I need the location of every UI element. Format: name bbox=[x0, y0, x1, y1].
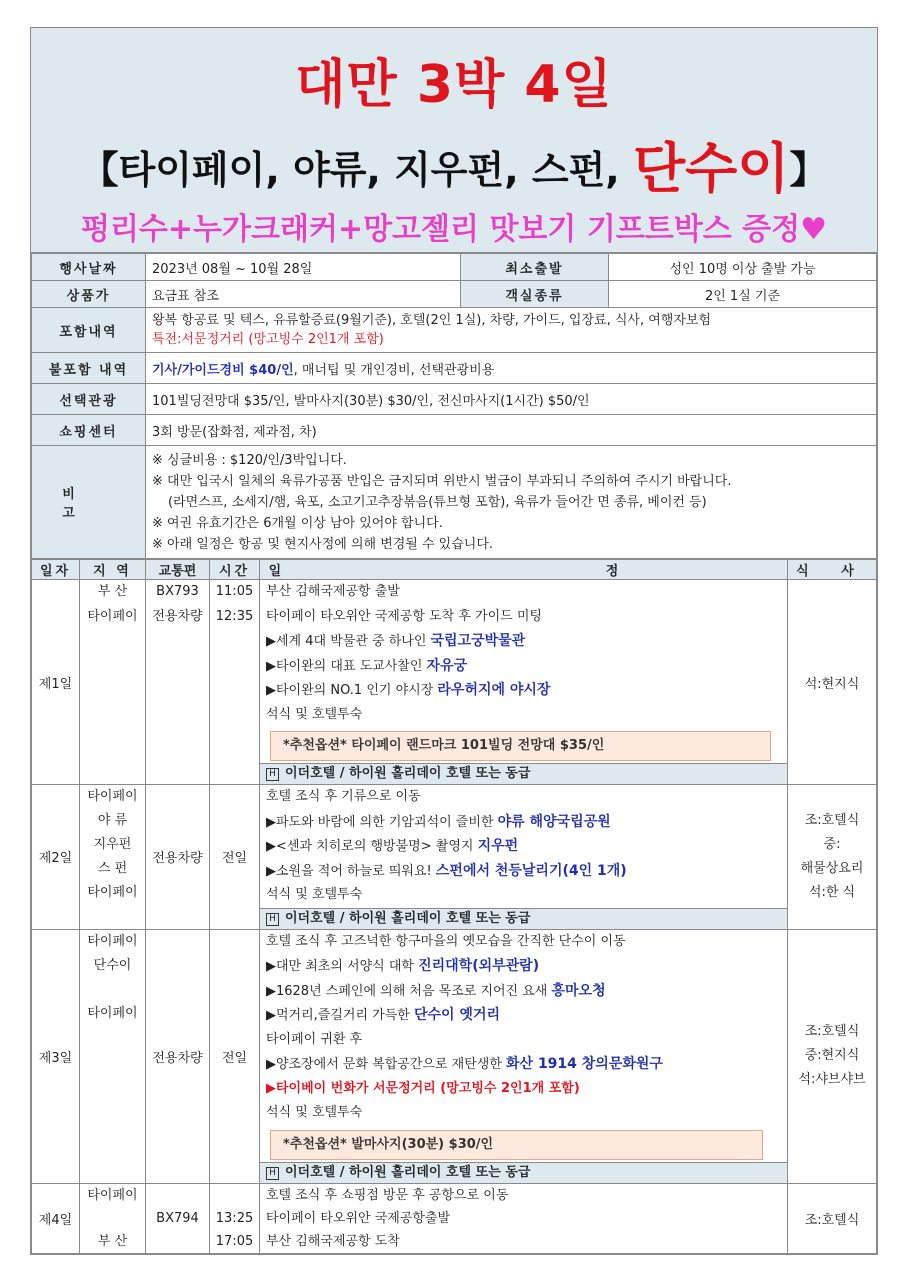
attraction: 화산 1914 창의문화원구 bbox=[506, 1056, 663, 1072]
itinerary-line: 호텔 조식 후 쇼핑점 방문 후 공항으로 이동 bbox=[266, 1187, 509, 1203]
remark-item: ※ 싱글비용 : $120/인/3박입니다. bbox=[152, 452, 347, 468]
room-type-label: 객실종류 bbox=[461, 281, 609, 308]
hotel-name: 이더호텔 / 하이원 홀리데이 호텔 또는 동급 bbox=[285, 910, 531, 926]
itinerary-line bbox=[266, 954, 781, 979]
itinerary-text: ▶파도와 바람에 의한 기암괴석이 즐비한 bbox=[266, 814, 498, 830]
recommended-option: *추천옵션* 발마사지(30분) $30/인 bbox=[270, 1130, 763, 1160]
itinerary-text: ▶타이완의 NO.1 인기 야시장 bbox=[266, 683, 438, 698]
time: 전일 bbox=[221, 1050, 248, 1066]
transport: BX793 bbox=[156, 584, 199, 599]
itinerary-page bbox=[30, 27, 878, 1255]
region-cell bbox=[80, 785, 146, 930]
itinerary-line bbox=[266, 1077, 781, 1102]
region bbox=[82, 978, 143, 1002]
region-cell bbox=[80, 929, 146, 1183]
attraction: 야류 해양국립공원 bbox=[497, 813, 611, 830]
day-row bbox=[32, 1183, 877, 1253]
itinerary-line bbox=[266, 1052, 781, 1077]
special-benefit: ▶타이베이 번화가 서문정거리 (망고빙수 2인1개 포함) bbox=[266, 1080, 580, 1096]
itinerary-text: ▶소원을 적어 하늘로 띄워요! bbox=[266, 863, 436, 879]
remark-item: ※ 대만 입국시 일체의 육류가공품 반입은 금지되며 위반시 벌금이 부과되니 주의하여 주시기 바랍니다. bbox=[152, 473, 732, 489]
recommended-option: *추천옵션* 타이페이 랜드마크 101빌딩 전망대 $35/인 bbox=[270, 731, 771, 761]
itinerary-line bbox=[266, 979, 781, 1004]
time-cell bbox=[210, 580, 260, 785]
meal: 조:호텔식 bbox=[804, 1024, 860, 1039]
attraction: 단수이 옛거리 bbox=[413, 1007, 501, 1023]
day-label: 제2일 bbox=[32, 785, 80, 930]
itinerary-text: 부산 김해국제공항 출발 bbox=[266, 584, 400, 599]
itinerary-line bbox=[266, 834, 781, 859]
itinerary-cell bbox=[260, 1183, 788, 1253]
attraction: 라우허지에 야시장 bbox=[437, 682, 551, 698]
destination-prefix: 【타이페이, 야류, 지우펀, 스펀, bbox=[80, 148, 633, 192]
schedule-table bbox=[31, 559, 877, 1254]
itinerary-line: 타이페이 타오위안 국제공항출발 bbox=[266, 1210, 451, 1226]
itinerary-text: 석식 및 호텔투숙 bbox=[266, 1105, 363, 1120]
remark-item: ※ 여권 유효기간은 6개월 이상 남아 있어야 합니다. bbox=[152, 515, 443, 531]
region: 타이페이 bbox=[87, 885, 138, 900]
itinerary-cell bbox=[260, 580, 788, 785]
optional-tour-label: 선택관광 bbox=[32, 384, 146, 415]
itinerary-text: ▶대만 최초의 서양식 대학 bbox=[266, 959, 419, 974]
meal: 석:샤브샤브 bbox=[798, 1072, 866, 1087]
itinerary-line bbox=[266, 654, 781, 679]
region: 타이페이 bbox=[87, 1005, 138, 1021]
time-cell bbox=[210, 785, 260, 930]
include-label: 포함내역 bbox=[32, 308, 146, 353]
region: 지우펀 bbox=[93, 837, 132, 852]
remarks-label: 비 고 bbox=[32, 446, 146, 559]
include-line: 왕복 항공료 및 텍스, 유류할증료(9월기준), 호텔(2인 1실), 차량, 가이드, 입장료, 식사, 여행자보험 bbox=[152, 313, 712, 328]
itinerary-line bbox=[266, 629, 781, 654]
date-label: 행사날짜 bbox=[32, 254, 146, 281]
itinerary-cell bbox=[260, 785, 788, 930]
transport-cell bbox=[146, 580, 210, 785]
exclude-value bbox=[146, 353, 877, 384]
shopping-label: 쇼핑센터 bbox=[32, 415, 146, 446]
hotel-name: 이더호텔 / 하이원 홀리데이 호텔 또는 동급 bbox=[285, 1164, 531, 1180]
itinerary-line bbox=[266, 703, 781, 728]
include-benefit: 특전:서문정거리 (망고빙수 2인1개 포함) bbox=[152, 332, 384, 347]
meal: 해물상요리 bbox=[800, 860, 864, 876]
meal: 석:현지식 bbox=[804, 676, 860, 692]
itinerary-line bbox=[266, 930, 781, 955]
meal-cell bbox=[788, 785, 877, 930]
meal: 석:한 식 bbox=[808, 884, 856, 900]
transport: 전용차량 bbox=[152, 608, 203, 624]
itinerary-text: 호텔 조식 후 기류으로 이동 bbox=[266, 789, 421, 804]
min-departure-value: 성인 10명 이상 출발 가능 bbox=[609, 254, 877, 281]
remark-item: (라면스프, 소세지/햄, 육포, 소고기고추장볶음(튜브형 포함), 육류가 들어간 면 종류, 베이컨 등) bbox=[168, 494, 707, 510]
date-value: 2023년 08월 ~ 10월 28일 bbox=[146, 254, 461, 281]
time: 12:35 bbox=[215, 608, 254, 624]
itinerary-line bbox=[266, 810, 781, 835]
itinerary-line bbox=[266, 785, 781, 810]
room-type-value: 2인 1실 기준 bbox=[609, 281, 877, 308]
itinerary-text: 석식 및 호텔투숙 bbox=[266, 706, 363, 722]
optional-tour-value: 101빌딩전망대 $35/인, 발마사지(30분) $30/인, 전신마사지(1시간) $50/인 bbox=[146, 384, 877, 415]
itinerary-text: 호텔 조식 후 고즈넉한 항구마을의 옛모습을 간직한 단수이 이동 bbox=[266, 933, 626, 949]
remark-item: ※ 아래 일정은 항공 및 현지사정에 의해 변경될 수 있습니다. bbox=[152, 536, 494, 552]
meal: 조:호텔식 bbox=[804, 812, 860, 828]
transport: 전용차량 bbox=[152, 851, 203, 867]
attraction: 진리대학(외부관람) bbox=[418, 958, 540, 974]
region: 타이페이 bbox=[87, 608, 138, 624]
hotel-line bbox=[260, 1162, 787, 1183]
itinerary-line bbox=[266, 859, 781, 884]
col-region: 지 역 bbox=[80, 560, 146, 580]
price-value: 요금표 참조 bbox=[146, 281, 461, 308]
hotel-icon: H bbox=[266, 1167, 279, 1180]
meal-cell bbox=[788, 1183, 877, 1253]
transport-cell bbox=[146, 929, 210, 1183]
hotel-line bbox=[260, 763, 787, 784]
gift-line: 펑리수+누가크래커+망고젤리 맛보기 기프트박스 증정♥ bbox=[80, 212, 828, 247]
itinerary-cell bbox=[260, 929, 788, 1183]
time-cell bbox=[210, 1183, 260, 1253]
exclude-label: 불포함 내역 bbox=[32, 353, 146, 384]
exclude-rest: , 매너팁 및 개인경비, 선택관광비용 bbox=[293, 362, 495, 378]
time: 13:25 bbox=[215, 1210, 254, 1226]
itinerary-text: ▶양조장에서 문화 복합공간으로 재탄생한 bbox=[266, 1057, 507, 1072]
time-cell bbox=[210, 929, 260, 1183]
meal: 조:호텔식 bbox=[804, 1212, 860, 1228]
hotel-name: 이더호텔 / 하이원 홀리데이 호텔 또는 동급 bbox=[285, 766, 531, 781]
itinerary-line: 부산 김해국제공항 도착 bbox=[266, 1233, 400, 1249]
region: 부 산 bbox=[97, 1233, 128, 1249]
itinerary-text: 타이페이 귀환 후 bbox=[266, 1031, 363, 1047]
price-label: 상품가 bbox=[32, 281, 146, 308]
attraction: 자유궁 bbox=[426, 657, 468, 674]
info-table bbox=[31, 253, 877, 559]
day-label: 제1일 bbox=[32, 580, 80, 785]
attraction: 국립고궁박물관 bbox=[430, 633, 526, 649]
itinerary-line bbox=[266, 580, 781, 605]
region: 부 산 bbox=[97, 584, 128, 599]
transport: 전용차량 bbox=[152, 1050, 203, 1066]
include-value bbox=[146, 308, 877, 353]
region: 단수이 bbox=[93, 957, 132, 973]
hotel-icon: H bbox=[266, 768, 279, 781]
col-time: 시간 bbox=[210, 560, 260, 580]
meal-cell bbox=[788, 929, 877, 1183]
transport-cell bbox=[146, 1183, 210, 1253]
itinerary-text: ▶먹거리,즐길거리 가득한 bbox=[266, 1008, 414, 1023]
itinerary-line bbox=[266, 678, 781, 703]
time: 17:05 bbox=[215, 1233, 254, 1249]
header-banner bbox=[31, 28, 877, 253]
day-row bbox=[32, 580, 877, 785]
region: 야 류 bbox=[97, 813, 128, 828]
day-label: 제3일 bbox=[32, 929, 80, 1183]
region-cell bbox=[80, 580, 146, 785]
meal: 중:현지식 bbox=[804, 1048, 860, 1063]
attraction: 지우펀 bbox=[477, 838, 519, 854]
destination-line bbox=[31, 126, 877, 203]
transport-cell bbox=[146, 785, 210, 930]
region: 타이페이 bbox=[87, 933, 138, 949]
itinerary-text: ▶타이완의 대표 도교사찰인 bbox=[266, 658, 427, 674]
attraction: 홍마오청 bbox=[551, 982, 606, 999]
shopping-value: 3회 방문(잡화점, 제과점, 차) bbox=[146, 415, 877, 446]
col-meal: 식 사 bbox=[788, 560, 877, 580]
guide-fee: 기사/가이드경비 $40/인 bbox=[152, 362, 294, 378]
itinerary-text: ▶<센과 치히로의 행방불명> 촬영지 bbox=[266, 839, 478, 854]
region-cell bbox=[80, 1183, 146, 1253]
itinerary-line bbox=[266, 883, 781, 908]
itinerary-line bbox=[266, 1101, 781, 1126]
meal: 중: bbox=[823, 836, 841, 852]
meal-cell bbox=[788, 580, 877, 785]
region: 타이페이 bbox=[87, 1187, 138, 1203]
destination-suffix: 】 bbox=[789, 148, 828, 192]
col-day: 일자 bbox=[32, 560, 80, 580]
time: 전일 bbox=[221, 851, 248, 867]
hotel-line bbox=[260, 908, 787, 929]
hotel-icon: H bbox=[266, 913, 279, 926]
itinerary-line bbox=[266, 1003, 781, 1028]
destination-highlight: 단수이 bbox=[632, 137, 790, 200]
time: 11:05 bbox=[215, 584, 254, 599]
remarks-list bbox=[146, 446, 877, 559]
itinerary-text: ▶세계 4대 박물관 중 하나인 bbox=[266, 634, 431, 649]
region: 타이페이 bbox=[87, 789, 138, 804]
day-row bbox=[32, 929, 877, 1183]
itinerary-line bbox=[266, 605, 781, 630]
col-transport: 교통편 bbox=[146, 560, 210, 580]
day-row bbox=[32, 785, 877, 930]
min-departure-label: 최소출발 bbox=[461, 254, 609, 281]
attraction: 스펀에서 천등날리기(4인 1개) bbox=[435, 862, 627, 879]
itinerary-text: 석식 및 호텔투숙 bbox=[266, 887, 363, 902]
transport: BX794 bbox=[156, 1210, 199, 1226]
col-itinerary: 일 정 bbox=[260, 560, 788, 580]
itinerary-line bbox=[266, 1028, 781, 1053]
region: 스 펀 bbox=[97, 861, 128, 876]
day-label: 제4일 bbox=[32, 1183, 80, 1253]
page-title: 대만 3박 4일 bbox=[295, 55, 613, 115]
itinerary-text: 타이페이 타오위안 국제공항 도착 후 가이드 미팅 bbox=[266, 608, 542, 624]
itinerary-text: ▶1628년 스페인에 의해 처음 목조로 지어진 요새 bbox=[266, 983, 552, 999]
